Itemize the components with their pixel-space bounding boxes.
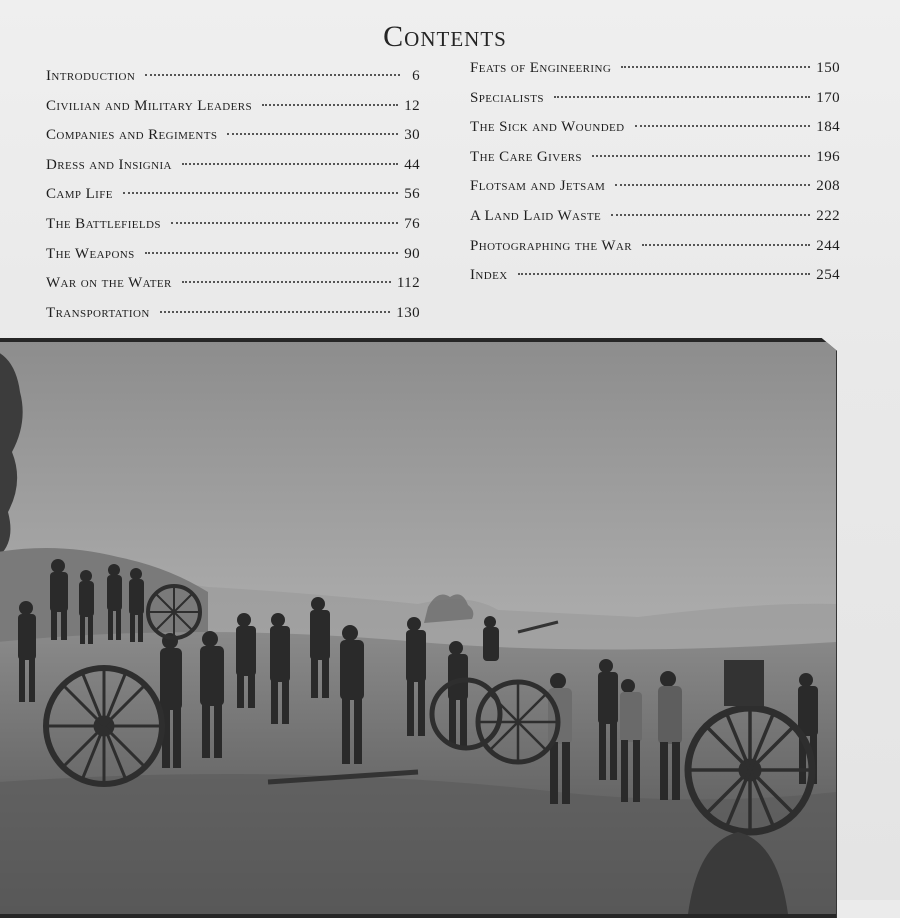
dot-leader [592, 155, 810, 157]
photo-illustration [0, 342, 836, 914]
toc-entry[interactable] [470, 178, 840, 208]
dot-leader [615, 184, 810, 186]
toc-entry-page: 112 [396, 275, 420, 292]
toc-entry-label: The Care Givers [470, 148, 582, 165]
toc-entry[interactable] [470, 90, 840, 120]
toc-left-column [46, 68, 420, 334]
dot-leader [262, 104, 398, 106]
dot-leader [182, 281, 391, 283]
toc-entry[interactable] [470, 149, 840, 179]
toc-entry[interactable] [470, 60, 840, 90]
toc-entry-label: War on the Water [46, 275, 172, 292]
toc-entry-label: Dress and Insignia [46, 156, 172, 173]
toc-entry-page: 254 [816, 267, 840, 284]
toc-entry-page: 56 [404, 186, 420, 203]
toc-entry-page: 44 [404, 156, 420, 173]
toc-entry-label: The Battlefields [46, 215, 161, 232]
toc-entry-page: 208 [816, 178, 840, 195]
toc-entry-page: 222 [816, 207, 840, 224]
toc-entry-page: 170 [816, 89, 840, 106]
toc-entry-label: Civilian and Military Leaders [46, 97, 253, 114]
toc-entry-label: Feats of Engineering [470, 60, 612, 76]
toc-entry-page: 76 [404, 215, 420, 232]
toc-entry-label: Transportation [46, 304, 150, 321]
toc-entry[interactable] [46, 275, 420, 305]
toc-entry-page: 30 [404, 127, 420, 144]
toc-entry-label: Flotsam and Jetsam [470, 178, 606, 195]
toc-entry-page: 184 [816, 119, 840, 136]
toc-entry-page: 90 [404, 245, 420, 262]
toc-entry[interactable] [46, 216, 420, 246]
toc-entry[interactable] [46, 186, 420, 216]
toc-entry-label: Introduction [46, 68, 136, 84]
toc-entry-label: The Weapons [46, 245, 135, 262]
toc-entry[interactable] [46, 127, 420, 157]
dot-leader [642, 244, 810, 246]
dot-leader [635, 125, 811, 127]
toc-entry-page: 130 [396, 304, 420, 321]
toc-entry-label: Specialists [470, 89, 544, 106]
dot-leader [518, 273, 811, 275]
toc-entry[interactable] [46, 98, 420, 128]
dot-leader [145, 74, 400, 76]
toc-entry[interactable] [46, 157, 420, 187]
dot-leader [171, 222, 398, 224]
toc-entry-label: The Sick and Wounded [470, 119, 625, 136]
toc-entry[interactable] [46, 246, 420, 276]
dot-leader [611, 214, 810, 216]
toc-right-column [470, 60, 840, 297]
toc-entry-page: 150 [816, 60, 840, 76]
toc-entry[interactable] [470, 267, 840, 297]
dot-leader [160, 311, 391, 313]
toc-entry-label: Index [470, 267, 508, 284]
dot-leader [123, 192, 398, 194]
toc-entry-label: Camp Life [46, 186, 113, 203]
toc-entry[interactable] [470, 208, 840, 238]
dot-leader [145, 252, 399, 254]
toc-entry[interactable] [470, 238, 840, 268]
dot-leader [227, 133, 398, 135]
dot-leader [621, 66, 810, 68]
toc-entry[interactable] [470, 119, 840, 149]
toc-entry-page: 6 [412, 68, 420, 84]
toc-entry-page: 244 [816, 237, 840, 254]
toc-entry[interactable] [46, 68, 420, 98]
toc-entry-page: 12 [404, 97, 420, 114]
toc-entry[interactable] [46, 305, 420, 335]
dot-leader [554, 96, 810, 98]
toc-entry-page: 196 [816, 148, 840, 165]
toc-entry-label: A Land Laid Waste [470, 207, 602, 224]
photo-frame [0, 338, 842, 918]
contents-heading: Contents [383, 20, 507, 53]
dot-leader [182, 163, 398, 165]
toc-entry-label: Photographing the War [470, 237, 632, 254]
toc-entry-label: Companies and Regiments [46, 127, 218, 144]
artillery-photograph [0, 342, 836, 914]
